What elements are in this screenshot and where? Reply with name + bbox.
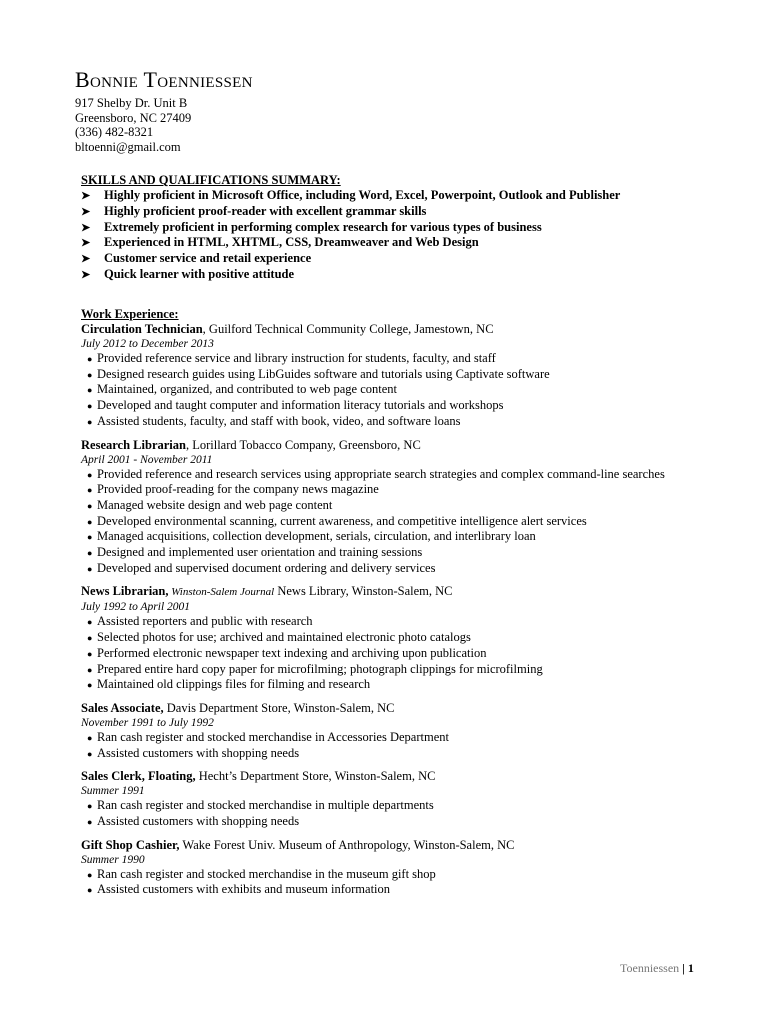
skill-text: Highly proficient in Microsoft Office, including Word, Excel, Powerpoint, Outlook and Publisher	[104, 188, 621, 202]
dot-bullet-icon: ●	[87, 869, 93, 880]
phone-number: (336) 482-8321	[75, 125, 154, 140]
skill-item	[81, 204, 741, 220]
job-duty	[81, 814, 761, 830]
job-entry	[81, 701, 761, 761]
skill-text: Customer service and retail experience	[104, 251, 312, 266]
job-duty-text: Assisted customers with exhibits and museum information	[97, 882, 391, 897]
job-entry	[81, 769, 761, 829]
job-duty-text: Managed website design and web page content	[97, 497, 333, 512]
skill-item	[81, 267, 741, 283]
job-duty	[81, 414, 761, 430]
dot-bullet-icon: ●	[87, 732, 93, 743]
job-duty-text: Ran cash register and stocked merchandise in Accessories Department	[97, 729, 449, 744]
job-role: News Librarian,	[81, 584, 169, 599]
job-duty	[81, 730, 761, 746]
arrow-bullet-icon: ➤	[81, 253, 91, 266]
job-duty	[81, 529, 761, 545]
footer-surname: Toenniessen	[620, 961, 680, 975]
dot-bullet-icon: ●	[87, 354, 93, 364]
dot-bullet-icon: ●	[87, 548, 93, 559]
job-duty-text: Assisted reporters and public with research	[97, 614, 313, 629]
job-duties-list	[81, 730, 761, 761]
job-duties-list	[81, 867, 761, 898]
job-role: Research Librarian	[81, 437, 186, 452]
job-dates: Summer 1990	[81, 853, 145, 866]
footer-separator: |	[679, 961, 688, 975]
job-entry	[81, 438, 761, 577]
skill-item	[81, 251, 741, 267]
job-duty	[81, 351, 761, 367]
job-role: Gift Shop Cashier,	[81, 837, 180, 852]
job-duty	[81, 614, 761, 630]
job-duty	[81, 662, 761, 678]
skill-item	[81, 235, 741, 251]
job-duty	[81, 382, 761, 398]
dot-bullet-icon: ●	[87, 401, 93, 412]
skills-section	[81, 173, 741, 283]
job-duty	[81, 798, 761, 814]
dot-bullet-icon: ●	[87, 885, 93, 896]
dot-bullet-icon: ●	[87, 664, 93, 675]
job-duty	[81, 646, 761, 662]
arrow-bullet-icon: ➤	[81, 268, 91, 281]
job-duty	[81, 398, 761, 414]
skill-text: Quick learner with positive attitude	[104, 266, 295, 281]
job-duty	[81, 545, 761, 561]
dot-bullet-icon: ●	[87, 680, 93, 691]
skill-text: Experienced in HTML, XHTML, CSS, Dreamweaver and Web Design	[104, 235, 479, 250]
dot-bullet-icon: ●	[87, 817, 93, 828]
job-title-line	[81, 838, 761, 853]
job-duty	[81, 467, 761, 483]
dot-bullet-icon: ●	[87, 748, 93, 759]
job-duty	[81, 677, 761, 693]
applicant-name: Bonnie Toenniessen	[75, 67, 253, 92]
page-number: 1	[687, 961, 694, 975]
dot-bullet-icon: ●	[87, 485, 93, 496]
job-title-line	[81, 322, 761, 337]
address-line-1: 917 Shelby Dr. Unit B	[75, 96, 188, 110]
job-duty	[81, 367, 761, 383]
job-duty-text: Maintained, organized, and contributed to web page content	[97, 382, 398, 397]
job-organization: Davis Department Store, Winston-Salem, NC	[163, 700, 395, 715]
dot-bullet-icon: ●	[87, 500, 93, 511]
job-duty-text: Assisted customers with shopping needs	[97, 745, 300, 760]
job-duty-text: Provided reference and research services using appropriate search strategies and complex command-line searches	[97, 466, 665, 481]
dot-bullet-icon: ●	[87, 385, 93, 396]
job-organization: , Guilford Technical Community College, Jamestown, NC	[202, 322, 494, 336]
job-entry	[81, 838, 761, 898]
dot-bullet-icon: ●	[87, 469, 93, 480]
job-duty-text: Provided proof-reading for the company news magazine	[97, 482, 379, 497]
skill-item	[81, 220, 741, 236]
job-duty	[81, 867, 761, 883]
job-duty-text: Maintained old clippings files for filming and research	[97, 677, 371, 692]
job-duty-text: Selected photos for use; archived and maintained electronic photo catalogs	[97, 630, 471, 645]
job-duty-text: Developed environmental scanning, current awareness, and competitive intelligence alert services	[97, 513, 587, 528]
job-organization: Wake Forest Univ. Museum of Anthropology, Winston-Salem, NC	[179, 837, 515, 852]
dot-bullet-icon: ●	[87, 563, 93, 574]
job-title-line	[81, 701, 761, 716]
skills-title: SKILLS AND QUALIFICATIONS SUMMARY:	[81, 173, 341, 187]
job-organization: , Lorillard Tobacco Company, Greensboro, NC	[185, 437, 421, 452]
dot-bullet-icon: ●	[87, 633, 93, 644]
dot-bullet-icon: ●	[87, 532, 93, 543]
job-duty	[81, 514, 761, 530]
job-title-line	[81, 584, 761, 600]
job-duty-text: Provided reference service and library instruction for students, faculty, and staff	[97, 351, 496, 365]
job-dates: April 2001 - November 2011	[81, 453, 213, 466]
dot-bullet-icon: ●	[87, 648, 93, 659]
address-line-2: Greensboro, NC 27409	[75, 110, 192, 125]
job-duty-text: Ran cash register and stocked merchandise in the museum gift shop	[97, 866, 436, 881]
job-duty	[81, 746, 761, 762]
job-duty	[81, 630, 761, 646]
job-duty-text: Performed electronic newspaper text indexing and archiving upon publication	[97, 645, 487, 660]
contact-block	[75, 96, 253, 154]
dot-bullet-icon: ●	[87, 369, 93, 380]
job-duty-text: Designed research guides using LibGuides software and tutorials using Captivate software	[97, 366, 550, 381]
skill-text: Highly proficient proof-reader with excellent grammar skills	[104, 203, 427, 218]
dot-bullet-icon: ●	[87, 416, 93, 427]
job-organization: News Library, Winston-Salem, NC	[274, 584, 453, 599]
job-duties-list	[81, 614, 761, 693]
job-organization: Hecht’s Department Store, Winston-Salem, NC	[195, 769, 436, 784]
job-role: Circulation Technician	[81, 322, 203, 336]
job-title-line	[81, 769, 761, 784]
arrow-bullet-icon: ➤	[81, 221, 91, 234]
dot-bullet-icon: ●	[87, 516, 93, 527]
dot-bullet-icon: ●	[87, 617, 93, 628]
dot-bullet-icon: ●	[87, 801, 93, 812]
job-duty-text: Assisted customers with shopping needs	[97, 814, 300, 829]
job-duty	[81, 882, 761, 898]
job-duties-list	[81, 351, 761, 430]
job-dates: July 1992 to April 2001	[81, 601, 191, 614]
job-title-line	[81, 438, 761, 453]
work-title: Work Experience:	[81, 307, 179, 321]
job-duties-list	[81, 798, 761, 829]
job-publication: Winston-Salem Journal	[168, 586, 275, 599]
skill-text: Extremely proficient in performing complex research for various types of business	[104, 219, 542, 234]
job-duty-text: Developed and supervised document ordering and delivery services	[97, 560, 436, 575]
job-role: Sales Clerk, Floating,	[81, 769, 196, 784]
arrow-bullet-icon: ➤	[81, 205, 91, 218]
job-entry	[81, 322, 761, 430]
page-footer	[620, 961, 694, 975]
skills-list	[81, 188, 741, 283]
arrow-bullet-icon: ➤	[81, 237, 91, 250]
job-duty-text: Assisted students, faculty, and staff with book, video, and software loans	[97, 413, 461, 428]
job-duty-text: Ran cash register and stocked merchandise in multiple departments	[97, 798, 434, 813]
email-address: bltoenni@gmail.com	[75, 139, 181, 154]
job-duty	[81, 561, 761, 577]
skill-item	[81, 188, 741, 204]
arrow-bullet-icon: ➤	[81, 190, 91, 202]
job-dates: November 1991 to July 1992	[81, 716, 214, 729]
work-experience-section	[81, 307, 761, 898]
job-duty-text: Designed and implemented user orientation and training sessions	[97, 545, 423, 560]
resume-header	[75, 66, 253, 154]
job-duty	[81, 482, 761, 498]
job-role: Sales Associate,	[81, 700, 164, 715]
job-duty-text: Developed and taught computer and information literacy tutorials and workshops	[97, 398, 504, 413]
job-duty	[81, 498, 761, 514]
job-dates: July 2012 to December 2013	[81, 338, 214, 350]
job-duty-text: Prepared entire hard copy paper for microfilming; photograph clippings for microfilming	[97, 661, 543, 676]
job-list	[81, 322, 761, 898]
job-duty-text: Managed acquisitions, collection development, serials, circulation, and interlibrary loan	[97, 529, 536, 544]
job-entry	[81, 584, 761, 693]
job-dates: Summer 1991	[81, 785, 145, 798]
job-duties-list	[81, 467, 761, 577]
